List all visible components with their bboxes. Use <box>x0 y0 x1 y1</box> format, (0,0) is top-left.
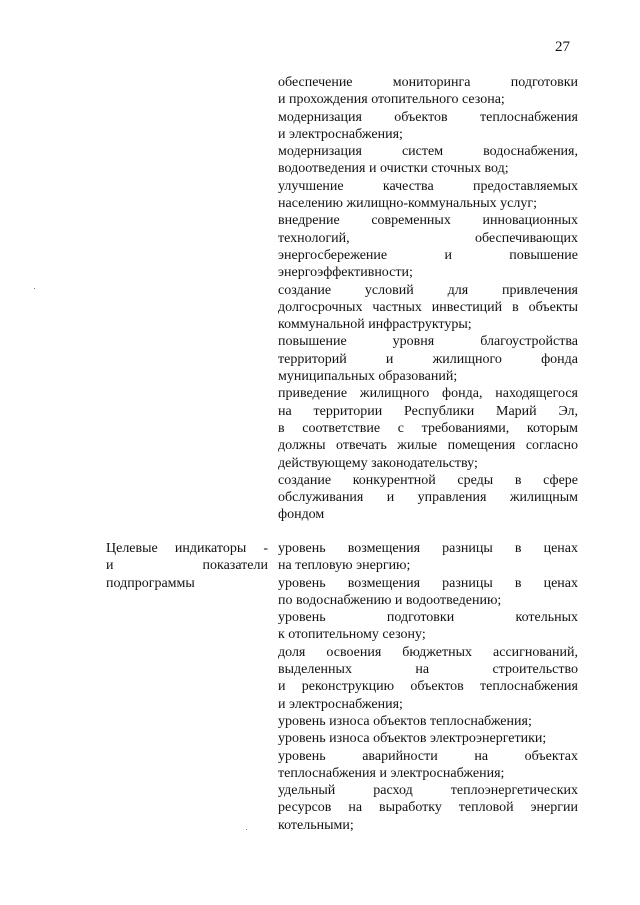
text-line: создание условий для привлечения <box>278 282 578 298</box>
text-line: к отопительному сезону; <box>278 627 426 643</box>
target-indicators-label <box>106 540 268 592</box>
text-line: и прохождения отопительного сезона; <box>278 92 505 108</box>
text-line: улучшение качества предоставляемых <box>278 178 578 194</box>
text-line: уровень возмещения разницы в ценах <box>278 575 578 591</box>
scan-speck <box>246 829 247 830</box>
scan-speck <box>34 288 35 289</box>
text-line: фондом <box>278 507 325 523</box>
text-line: уровень износа объектов теплоснабжения; <box>278 713 532 729</box>
text-line: муниципальных образований; <box>278 369 458 385</box>
text-line: в соответствие с требованиями, которым <box>278 420 578 436</box>
text-line: повышение уровня благоустройства <box>278 334 578 350</box>
text-line: котельными; <box>278 817 354 833</box>
text-line: обеспечение мониторинга подготовки <box>278 75 578 90</box>
text-line: уровень возмещения разницы в ценах <box>278 541 578 556</box>
text-line: Целевые индикаторы - <box>106 541 268 556</box>
text-line: и электроснабжения; <box>278 126 403 142</box>
target-indicators-list <box>278 540 578 834</box>
text-line: уровень износа объектов электроэнергетики; <box>278 731 547 747</box>
text-line: населению жилищно-коммунальных услуг; <box>278 196 537 212</box>
text-line: создание конкурентной среды в сфере <box>278 472 578 488</box>
text-line: на территории Республики Марий Эл, <box>278 403 578 419</box>
text-line: долгосрочных частных инвестиций в объекты <box>278 299 578 315</box>
page-number: 27 <box>555 39 570 55</box>
text-line: энергоэффективности; <box>278 265 413 281</box>
text-line: теплоснабжения и электроснабжения; <box>278 765 505 781</box>
text-line: действующему законодательству; <box>278 455 478 471</box>
text-line: технологий, обеспечивающих <box>278 230 578 246</box>
text-line: приведение жилищного фонда, находящегося <box>278 386 578 402</box>
text-line: и показатели <box>106 558 268 574</box>
text-line: коммунальной инфраструктуры; <box>278 317 472 333</box>
text-line: должны отвечать жилые помещения согласно <box>278 438 578 454</box>
text-line: выделенных на строительство <box>278 662 578 678</box>
text-line: модернизация объектов теплоснабжения <box>278 109 578 125</box>
text-line: доля освоения бюджетных ассигнований, <box>278 644 578 660</box>
text-line: подпрограммы <box>106 575 195 591</box>
text-line: территорий и жилищного фонда <box>278 351 578 367</box>
text-line: уровень аварийности на объектах <box>278 748 578 764</box>
text-line: и электроснабжения; <box>278 696 403 712</box>
text-line: модернизация систем водоснабжения, <box>278 144 578 160</box>
text-line: и реконструкцию объектов теплоснабжения <box>278 679 578 695</box>
subprogram-tasks-text <box>278 74 578 524</box>
text-line: ресурсов на выработку тепловой энергии <box>278 800 578 816</box>
text-line: водоотведения и очистки сточных вод; <box>278 161 509 177</box>
text-line: по водоснабжению и водоотведению; <box>278 592 502 608</box>
text-line: энергосбережение и повышение <box>278 247 578 263</box>
text-line: на тепловую энергию; <box>278 558 411 574</box>
text-line: уровень подготовки котельных <box>278 610 578 626</box>
text-line: удельный расход теплоэнергетических <box>278 783 578 799</box>
text-line: внедрение современных инновационных <box>278 213 578 229</box>
text-line: обслуживания и управления жилищным <box>278 490 578 506</box>
